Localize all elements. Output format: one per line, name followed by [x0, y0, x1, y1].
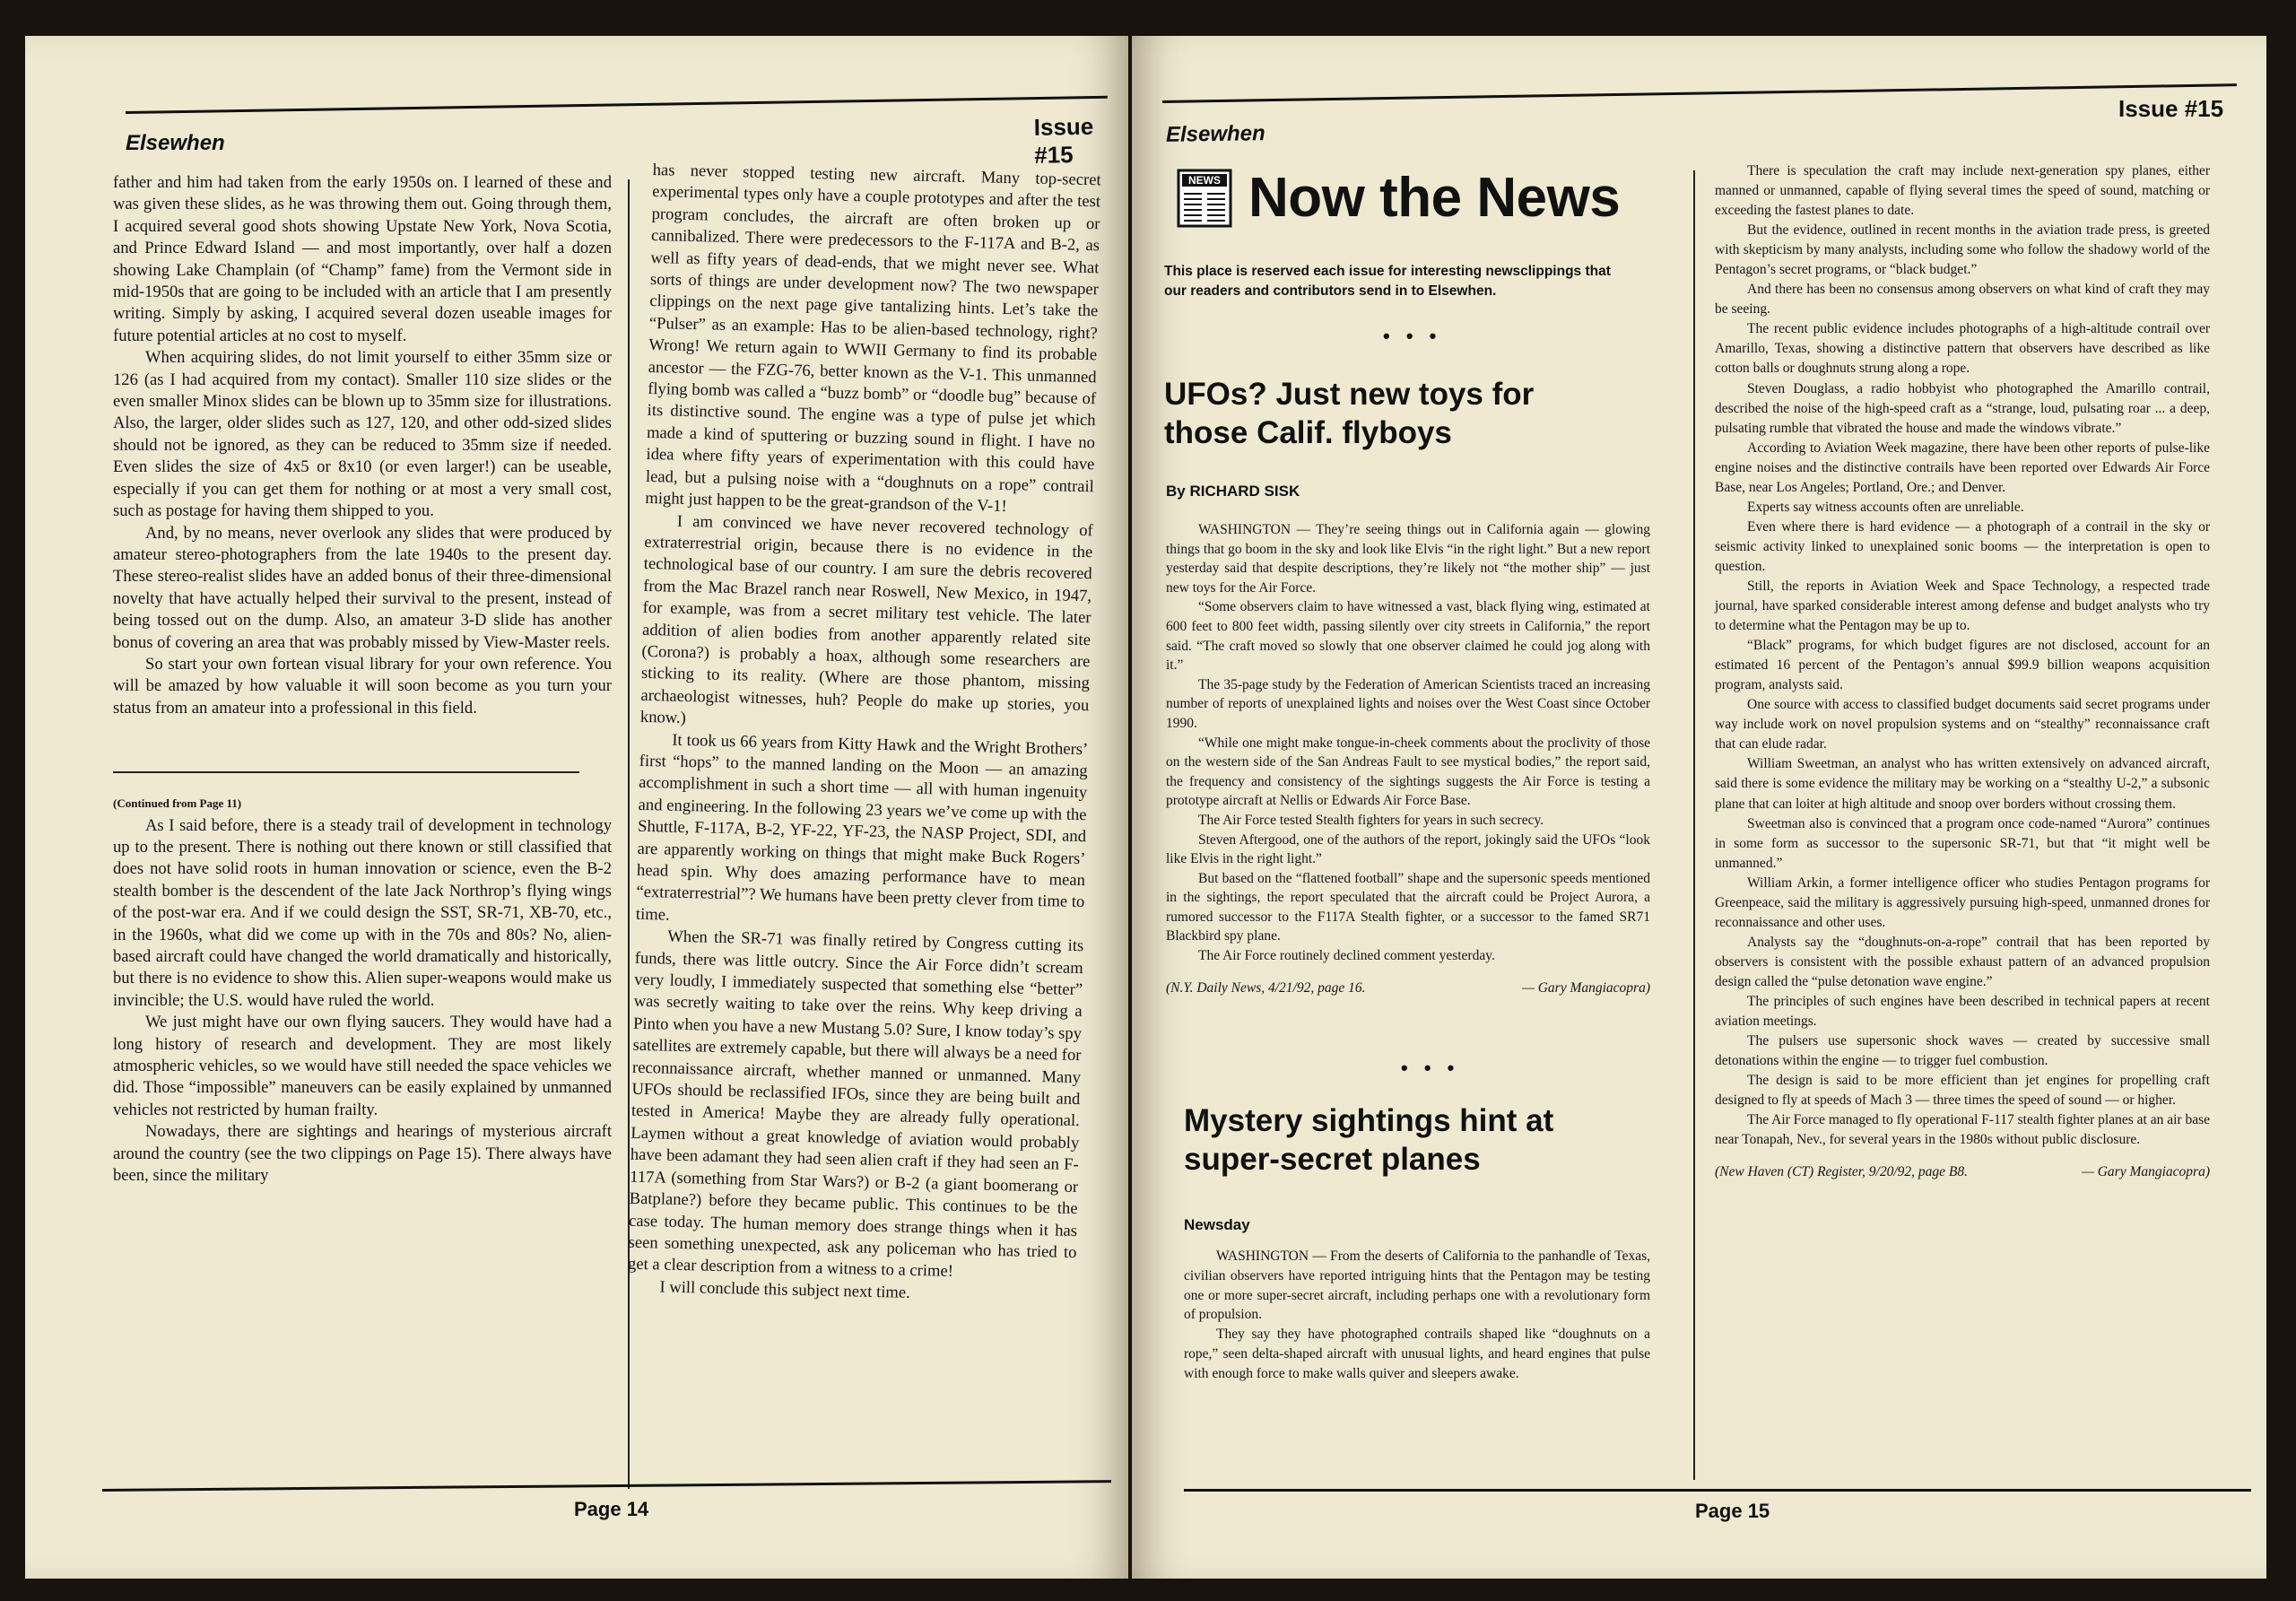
- paragraph: William Arkin, a former intelligence officer who studies Pentagon programs for Greenpeace, said the military is aggressively pursuing high-speed, unmanned drones for reconnaissance and other uses.: [1715, 874, 2210, 930]
- page-number: Page 15: [1695, 1500, 1770, 1522]
- section-intro: This place is reserved each issue for interesting newsclippings that our readers and contributors send in to Elsewhen.: [1164, 264, 1611, 299]
- issue-number: Issue #15: [2118, 95, 2224, 122]
- paragraph: WASHINGTON — From the deserts of California to the panhandle of Texas, civilian observers have reported intriguing hints that the Pentagon may be testing one or more super-secret aircraft, including perhaps one with a revolutionary form of propulsion.: [1184, 1249, 1650, 1323]
- separator: • • •: [1383, 325, 1442, 347]
- paragraph: The principles of such engines have been described in technical papers at recent aviation meetings.: [1715, 993, 2210, 1030]
- article-body-top: [113, 172, 612, 719]
- header-rule: [1162, 83, 2237, 103]
- footer-rule: [102, 1480, 1111, 1492]
- paragraph: Analysts say the “doughnuts-on-a-rope” contrail that has been reported by observers is consistent with the possible exhaust pattern of an advanced propulsion design called the “pulse detonation wave engine.”: [1715, 934, 2210, 989]
- source-citation: (N.Y. Daily News, 4/21/92, page 16.: [1166, 979, 1366, 996]
- paragraph: According to Aviation Week magazine, there have been other reports of pulse-like engine noises and the distinctive contrails have been reported over Edwards Air Force Base, near Los Angeles; Portland, Ore.; and Denver.: [1715, 439, 2210, 495]
- contributor-credit: — Gary Mangiacopra): [1522, 979, 1650, 996]
- section-title: Now the News: [1248, 167, 1621, 229]
- paragraph: It took us 66 years from Kitty Hawk and the Wright Brothers’ first “hops” to the manned landing on the Moon — an amazing accomplishment in such a short time — all with human ingenuity and engineering. In the following 23 years we’ve come up with the Shuttle, F-117A, B-2, YF-22, YF-23, the NASP Project, SDI, and are apparently working on things that might make Buck Rogers’ head spin. Why does amazing performance have to mean “extraterrestrial”? We humans have been pretty clever from time to time.: [635, 730, 1089, 925]
- paragraph: Steven Aftergood, one of the authors of the report, jokingly said the UFOs “look like Elvis in the right light.”: [1166, 831, 1650, 867]
- newspaper-icon: [1177, 169, 1232, 228]
- article2-headline: Mystery sightings hint at super-secret planes: [1184, 1103, 1554, 1177]
- column-rule: [1693, 170, 1695, 1480]
- paragraph: The pulsers use supersonic shock waves — created by successive small detonations within the engine — to trigger fuel combustion.: [1715, 1033, 2210, 1069]
- paragraph: Still, the reports in Aviation Week and Space Technology, a respected trade journal, have sparked considerable interest among defense and budget analysts who try to determine what the Pentagon may be up to.: [1715, 578, 2210, 634]
- paragraph: As I said before, there is a steady trail of development in technology up to the present. There is nothing out there known or still classified that does not have solid roots in human innovation or science, even the B-2 stealth bomber is the descendent of the late Jack Northrop’s flying wings of the post-war era. And if we could design the SST, SR-71, XB-70, etc., in the 1960s, what did we come up with in the 70s and 80s? No, alien-based aircraft could have changed the world dramatically and historically, but there is no evidence to show this. Alien super-weapons would make us invincible; the U.S. would have ruled the world.: [113, 815, 612, 1010]
- newspaper-icon-label: NEWS: [1188, 173, 1221, 187]
- paragraph: The recent public evidence includes photographs of a high-altitude contrail over Amarillo, Texas, showing a distinctive pattern that observers have described as like cotton balls or doughnuts strung along a rope.: [1715, 321, 2210, 377]
- column-divider: [113, 771, 579, 773]
- paragraph: And there has been no consensus among observers on what kind of craft they may be seeing.: [1715, 282, 2210, 318]
- paragraph: The Air Force managed to fly operational F-117 stealth fighter planes at an air base near Tonapah, Nev., for several years in the 1980s without public disclosure.: [1715, 1112, 2210, 1148]
- continued-label: (Continued from Page 11): [113, 796, 242, 811]
- paragraph: William Sweetman, an analyst who has written extensively on advanced aircraft, said there is some evidence the military may be working on a “stealthy U-2,” a subsonic plane that can loiter at high altitude and snoop over borders without crossing them.: [1715, 756, 2210, 812]
- paragraph: There is speculation the craft may include next-generation spy planes, either manned or unmanned, capable of flying several times the speed of sound, matching or exceeding the fastest planes to date.: [1715, 163, 2210, 219]
- paragraph: Experts say witness accounts often are unreliable.: [1747, 499, 2024, 515]
- paragraph: “Black” programs, for which budget figures are not disclosed, account for an estimated 16 percent of the Pentagon’s annual $99.9 billion weapons acquisition program, analysts said.: [1715, 638, 2210, 693]
- paragraph: When the SR-71 was finally retired by Congress cutting its funds, there was little outcry. Since the Air Force didn’t scream very loudly, I immediately suspected that something else “better” was secretly waiting to take over the reins. Why keep driving a Pinto when you have a new Mustang 5.0? Sure, I know today’s spy satellites are extremely capable, but there will always be a need for reconnaissance aircraft, whether manned or unmanned. Many UFOs should be reclassified IFOs, since they are being built and tested in America! Maybe they are already fully operational. Laymen without a great knowledge of aviation would probably have been adamant they had seen alien craft if they had seen an F-117A (something from Star Wars?) or B-2 (a giant boomerang or Batplane?) before they became public. This continues to be the case today. The human memory does strange things when it has seen something unexpected, ask any policeman who has tried to get a clear description from a witness to a crime!: [627, 927, 1084, 1282]
- paragraph: So start your own fortean visual library for your own reference. You will be amazed by how valuable it will soon become as you turn your status from an amateur into a professional in this field.: [113, 654, 612, 718]
- paragraph: When acquiring slides, do not limit yourself to either 35mm size or 126 (as I had acquired from my contact). Smaller 110 size slides or the even smaller Minox slides can be blown up to 35mm size for illustrations. Also, the larger, older slides such as 127, 120, and other odd-sized slides should not be ignored, as they can be reduced to 35mm size if needed. Even slides the size of 4x5 or 8x10 (or even larger!) can be useable, especially if you can get them for nothing or at most a very small cost, such as postage for having them shipped to you.: [113, 348, 612, 521]
- article2-continued: [1715, 161, 2210, 1182]
- paragraph: But based on the “flattened football” shape and the supersonic speeds mentioned in the sightings, the report speculated that the aircraft could be Project Aurora, a rumored successor to the F117A Stealth fighter, or a successor to the famed SR71 Blackbird spy plane.: [1166, 870, 1650, 944]
- contributor-credit: — Gary Mangiacopra): [2082, 1164, 2210, 1180]
- publication-title: Elsewhen: [1165, 121, 1265, 147]
- paragraph: Steven Douglass, a radio hobbyist who photographed the Amarillo contrail, described the noise of the high-speed craft as a “strange, loud, pulsating roar ... a deep, pulsating rumble that vibrated the house and made the windows vibrate.”: [1715, 380, 2210, 436]
- publication-title: Elsewhen: [126, 131, 225, 155]
- right-column: [627, 160, 1101, 1308]
- paragraph: The Air Force routinely declined comment yesterday.: [1198, 948, 1495, 964]
- paragraph: And, by no means, never overlook any slides that were produced by amateur stereo-photographers from the late 1940s to the present day. These stereo-realist slides have an added bonus of their three-dimensional novelty that have actually helped their survival to the present, instead of being tossed out on the dump. Also, an amateur 3-D slide has another bonus of covering an area that was probably missed by View-Master reels.: [113, 523, 612, 652]
- paragraph: We just might have our own flying saucers. They would have had a long history of research and development. They are most likely atmospheric vehicles, so we would have still needed the space vehicles we did. Those “impossible” maneuvers can be easily explained by unmanned vehicles not restricted by human frailty.: [113, 1013, 612, 1119]
- paragraph: I am convinced we have never recovered technology of extraterrestrial origin, because there is no evidence in the technological base of our country. I am sure the debris recovered from the Mac Brazel ranch near Roswell, New Mexico, in 1947, for example, was from a secret military test vehicle. The later addition of alien bodies from another apparently related site (Corona?) is probably a hoax, although some researchers are sticking to its reality. (Where are those phantom, missing archaeologist witnesses, huh? People do make up stories, you know.): [639, 511, 1093, 728]
- footer-rule: [1184, 1489, 2251, 1492]
- paragraph: The Air Force tested Stealth fighters for years in such secrecy.: [1198, 812, 1544, 828]
- paragraph: WASHINGTON — They’re seeing things out in California again — glowing things that go boom in the sky and look like Elvis “in the right light.” But a new report yesterday said that despite descriptions, they’re likely not “the mother ship” — just new toys for the Air Force.: [1166, 522, 1650, 596]
- article1-body: [1166, 520, 1650, 997]
- article2-byline: Newsday: [1184, 1216, 1250, 1233]
- paragraph: Sweetman also is convinced that a program once code-named “Aurora” continues in some form as successor to the supersonic SR-71, but that “it might well be unmanned.”: [1715, 815, 2210, 871]
- page-14: [25, 36, 1128, 1579]
- paragraph: father and him had taken from the early 1950s on. I learned of these and was given these slides, as he was throwing them out. Going through them, I acquired several good shots showing Upstate New York, Nova Scotia, and Prince Edward Island — and most importantly, over half a dozen showing Lake Champlain (of “Champ” fame) from the Vermont side in mid-1950s that are going to be included with an article that I am presently writing. Simply by asking, I acquired several dozen useable images for future potential articles at no cost to myself.: [113, 173, 612, 345]
- paragraph: Even where there is hard evidence — a photograph of a contrail in the sky or seismic activity linked to unexplained sonic booms — the interpretation is open to question.: [1715, 518, 2210, 574]
- left-column: [113, 172, 612, 1187]
- paragraph: The design is said to be more efficient than jet engines for propelling craft designed to fly at speeds of Mach 3 — three times the speed of sound — or higher.: [1715, 1073, 2210, 1109]
- paragraph: One source with access to classified budget documents said secret programs under way include work on novel propulsion systems and on “stealthy” reconnaissance craft that can elude radar.: [1715, 697, 2210, 753]
- source-credit: [1166, 979, 1650, 998]
- source-credit: [1715, 1162, 2210, 1182]
- paragraph: has never stopped testing new aircraft. Many top-secret experimental types only have a couple prototypes and after the test program concludes, the aircraft are often broken up or cannibalized. There were predecessors to the F-117A and B-2, as well as fifty years of dead-ends, that we might never see. What sorts of things are under development now? The two newspaper clippings on the next page give tantalizing hints. Let’s take the “Pulser” as an example: Has to be alien-based technology, right? Wrong! We return again to WWII Germany to find its probable ancestor — the FZG-76, better known as the V-1. This unmanned flying bomb was called a “buzz bomb” or “doodle bug” because of its distinctive sound. The engine was a type of pulse jet which made a kind of sputtering or buzzing sound in flight. I have no idea where fifty years of experimentation with this could have lead, but a pulsing noise with a “doughnuts on a rope” contrail might just happen to be the great-grandson of the V-1!: [645, 160, 1101, 517]
- article1-byline: By RICHARD SISK: [1166, 483, 1300, 500]
- issue-number: Issue #15: [1033, 112, 1094, 169]
- paragraph: I will conclude this subject next time.: [659, 1277, 911, 1302]
- article2-body: [1184, 1247, 1650, 1384]
- separator: • • •: [1401, 1057, 1460, 1079]
- article-body-bottom: [113, 815, 612, 1188]
- header-rule: [126, 96, 1108, 114]
- paragraph: But the evidence, outlined in recent months in the aviation trade press, is greeted with skepticism by many analysts, including some who follow the shadowy world of the Pentagon’s secret programs, or “black budget.”: [1715, 222, 2210, 278]
- paragraph: They say they have photographed contrails shaped like “doughnuts on a rope,” seen delta-shaped aircraft with unusual lights, and heard engines that pulse with enough force to make walls quiver and sleepers awake.: [1184, 1327, 1650, 1381]
- section-header: [1177, 166, 1620, 230]
- paragraph: “While one might make tongue-in-cheek comments about the proclivity of those on the western side of the San Andreas Fault to see mystical bodies,” the report said, the frequency and consistency of the sightings suggests the Air Force is testing a prototype aircraft at Nellis or Edwards Air Force Base.: [1166, 735, 1650, 809]
- paragraph: Nowadays, there are sightings and hearings of mysterious aircraft around the country (see the two clippings on Page 15). There always have been, since the military: [113, 1122, 612, 1186]
- page-number: Page 14: [574, 1498, 649, 1520]
- source-citation: (New Haven (CT) Register, 9/20/92, page B8.: [1715, 1164, 1968, 1180]
- article1-headline: UFOs? Just new toys for those Calif. flyboys: [1164, 377, 1535, 450]
- paragraph: The 35-page study by the Federation of American Scientists traced an increasing number of reports of unexplained lights and noises over the West Coast since October 1990.: [1166, 676, 1650, 731]
- paragraph: “Some observers claim to have witnessed a vast, black flying wing, estimated at 600 feet to 800 feet width, passing silently over city streets in California,” the report said. “The craft moved so slowly that one observer claimed he could jog along with it.”: [1166, 599, 1650, 674]
- page-15: [1132, 36, 2266, 1579]
